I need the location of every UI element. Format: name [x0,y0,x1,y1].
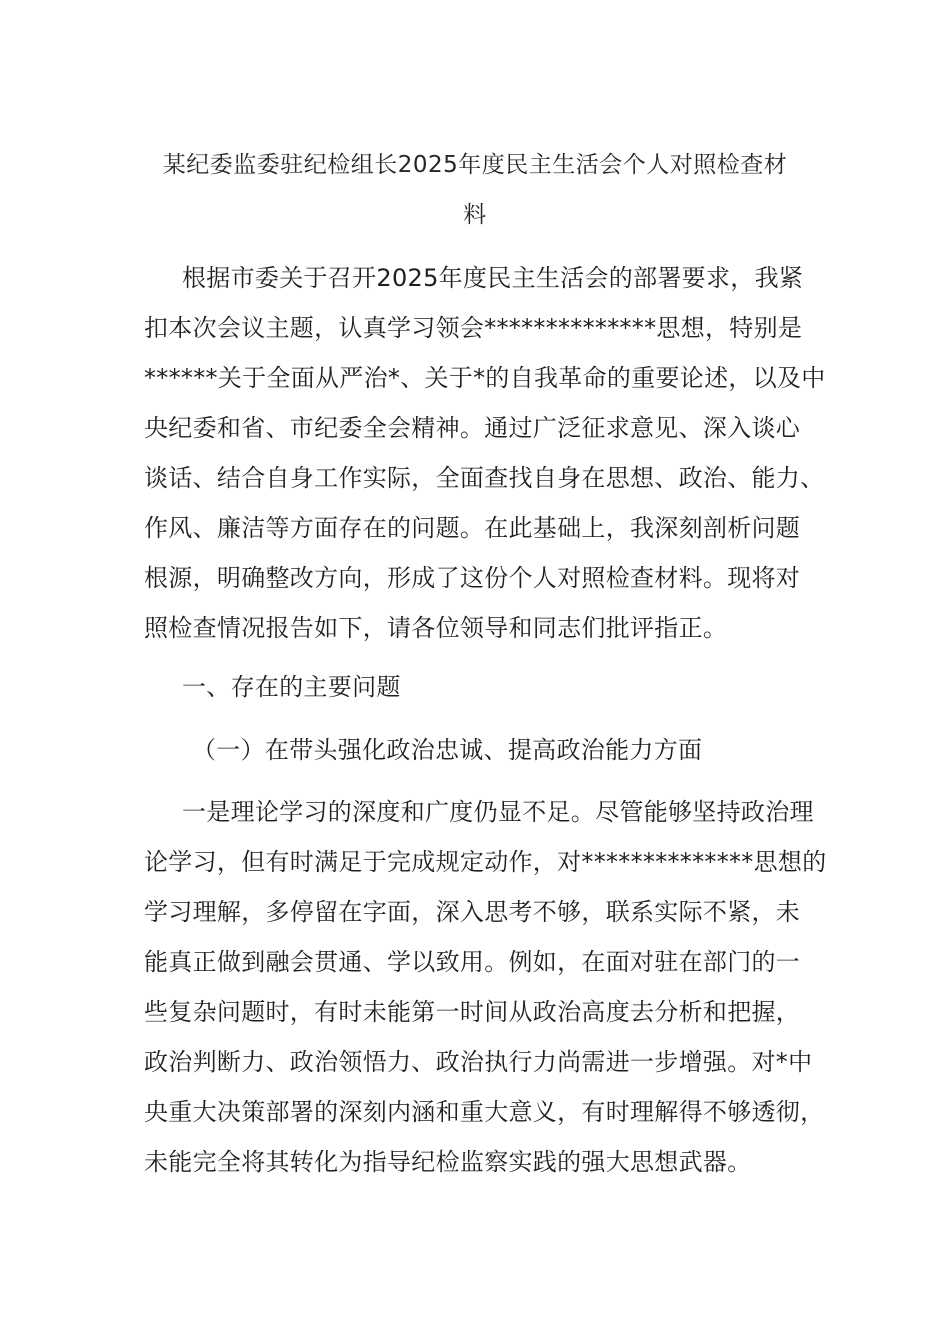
intro-line-7: 根源，明确整改方向，形成了这份个人对照检查材料。现将对 [144,564,801,592]
subsection-heading-1: （一）在带头强化政治忠诚、提高政治能力方面 [192,736,703,764]
section-heading-1: 一、存在的主要问题 [182,673,401,701]
intro-line-1: 根据市委关于召开2025年度民主生活会的部署要求，我紧 [182,264,804,292]
point1-line-7: 央重大决策部署的深刻内涵和重大意义，有时理解得不够透彻， [144,1098,825,1126]
point1-line-2: 论学习，但有时满足于完成规定动作，对**************思想的 [144,848,827,876]
intro-line-6: 作风、廉洁等方面存在的问题。在此基础上，我深刻剖析问题 [144,514,801,542]
intro-line-3: ******关于全面从严治*、关于*的自我革命的重要论述，以及中 [144,364,826,392]
point1-line-4: 能真正做到融会贯通、学以致用。例如，在面对驻在部门的一 [144,948,801,976]
intro-line-8: 照检查情况报告如下，请各位领导和同志们批评指正。 [144,614,728,642]
intro-line-5: 谈话、结合自身工作实际，全面查找自身在思想、政治、能力、 [144,464,825,492]
point1-line-1: 一是理论学习的深度和广度仍显不足。尽管能够坚持政治理 [182,798,814,826]
document-title-line-1: 某纪委监委驻纪检组长2025年度民主生活会个人对照检查材 [162,152,788,178]
intro-line-4: 央纪委和省、市纪委全会精神。通过广泛征求意见、深入谈心 [144,414,801,442]
point1-line-8: 未能完全将其转化为指导纪检监察实践的强大思想武器。 [144,1148,752,1176]
point1-line-6: 政治判断力、政治领悟力、政治执行力尚需进一步增强。对*中 [144,1048,813,1076]
point1-line-5: 些复杂问题时，有时未能第一时间从政治高度去分析和把握， [144,998,801,1026]
point1-line-3: 学习理解，多停留在字面，深入思考不够，联系实际不紧，未 [144,898,801,926]
intro-line-2: 扣本次会议主题，认真学习领会**************思想，特别是 [144,314,803,342]
document-title-line-2: 料 [463,202,487,228]
